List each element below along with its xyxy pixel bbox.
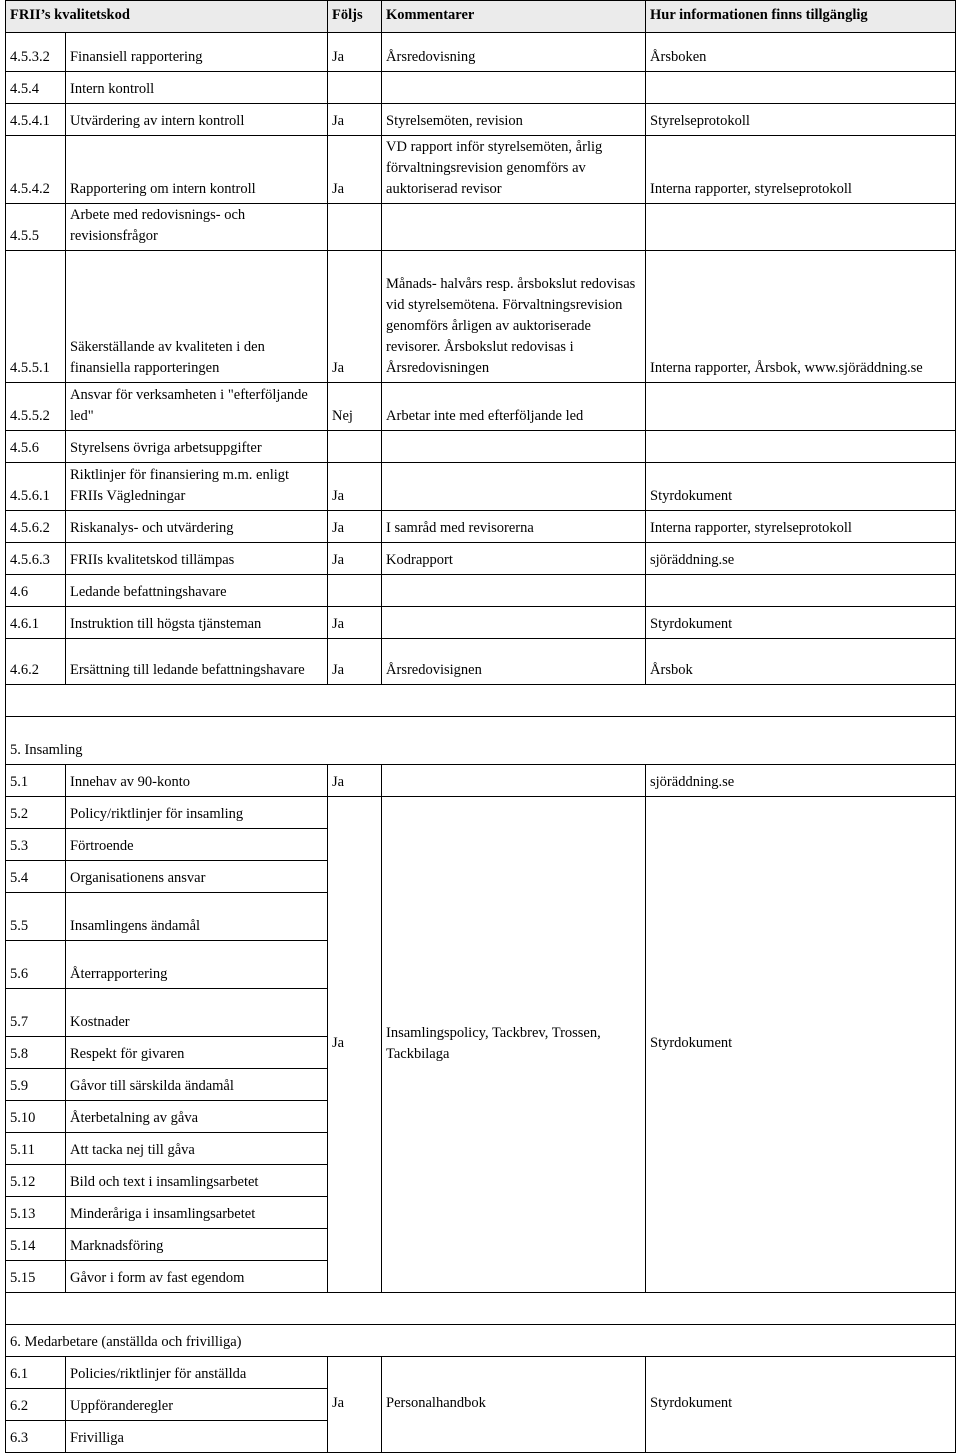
row-availability	[646, 575, 956, 607]
row-availability: sjöräddning.se	[646, 543, 956, 575]
row-number: 4.6.1	[6, 607, 66, 639]
row-number: 5.3	[6, 829, 66, 861]
section5-availability: Styrdokument	[646, 797, 956, 1293]
table-row	[6, 383, 956, 431]
row-number: 5.12	[6, 1165, 66, 1197]
table-row	[6, 797, 956, 829]
row-label: Utvärdering av intern kontroll	[66, 104, 328, 136]
row-follows: Ja	[328, 765, 382, 797]
row-comment: Arbetar inte med efterföljande led	[382, 383, 646, 431]
row-availability: Styrdokument	[646, 607, 956, 639]
row-label: Ledande befattningshavare	[66, 575, 328, 607]
row-availability	[646, 72, 956, 104]
section5-follows: Ja	[328, 797, 382, 1293]
row-comment: VD rapport inför styrelsemöten, årlig förvaltningsrevision genomförs av auktoriserad revisor	[382, 136, 646, 204]
row-number: 5.14	[6, 1229, 66, 1261]
row-comment: Årsredovisignen	[382, 639, 646, 685]
row-number: 5.5	[6, 893, 66, 941]
row-label: Ersättning till ledande befattningshavare	[66, 639, 328, 685]
section-5-title-row	[6, 717, 956, 765]
row-follows: Ja	[328, 607, 382, 639]
section6-availability: Styrdokument	[646, 1357, 956, 1453]
row-follows: Ja	[328, 511, 382, 543]
header-availability: Hur informationen finns tillgänglig	[646, 1, 956, 33]
table-row	[6, 204, 956, 251]
row-number: 4.5.5.1	[6, 251, 66, 383]
section6-follows: Ja	[328, 1357, 382, 1453]
row-availability: Interna rapporter, styrelseprotokoll	[646, 511, 956, 543]
row-label: Styrelsens övriga arbetsuppgifter	[66, 431, 328, 463]
row-number: 4.6.2	[6, 639, 66, 685]
row-availability	[646, 383, 956, 431]
row-comment	[382, 431, 646, 463]
row-follows: Ja	[328, 463, 382, 511]
row-label: Återbetalning av gåva	[66, 1101, 328, 1133]
row-follows: Ja	[328, 639, 382, 685]
table-row	[6, 765, 956, 797]
row-number: 4.5.6.3	[6, 543, 66, 575]
row-number: 5.2	[6, 797, 66, 829]
quality-code-table	[5, 0, 956, 1453]
row-availability	[646, 204, 956, 251]
table-row	[6, 511, 956, 543]
row-availability: Interna rapporter, styrelseprotokoll	[646, 136, 956, 204]
row-number: 6.3	[6, 1421, 66, 1453]
row-label: Organisationens ansvar	[66, 861, 328, 893]
row-comment: Årsredovisning	[382, 33, 646, 72]
row-number: 4.6	[6, 575, 66, 607]
row-comment: I samråd med revisorerna	[382, 511, 646, 543]
row-follows: Ja	[328, 251, 382, 383]
table-row	[6, 251, 956, 383]
row-number: 5.11	[6, 1133, 66, 1165]
row-comment	[382, 575, 646, 607]
row-follows: Ja	[328, 104, 382, 136]
row-label: Återrapportering	[66, 941, 328, 989]
row-number: 5.15	[6, 1261, 66, 1293]
row-label: Minderåriga i insamlingsarbetet	[66, 1197, 328, 1229]
row-label: Riktlinjer för finansiering m.m. enligt FRIIs Vägledningar	[66, 463, 328, 511]
section5-comment: Insamlingspolicy, Tackbrev, Trossen, Tackbilaga	[382, 797, 646, 1293]
row-label: Innehav av 90-konto	[66, 765, 328, 797]
row-label: Bild och text i insamlingsarbetet	[66, 1165, 328, 1197]
row-number: 5.6	[6, 941, 66, 989]
row-number: 4.5.3.2	[6, 33, 66, 72]
row-number: 5.13	[6, 1197, 66, 1229]
table-row	[6, 1357, 956, 1389]
table-row	[6, 639, 956, 685]
table-row	[6, 33, 956, 72]
row-availability: Årsboken	[646, 33, 956, 72]
table-row	[6, 136, 956, 204]
row-availability: Styrdokument	[646, 463, 956, 511]
row-label: Säkerställande av kvaliteten i den finansiella rapporteringen	[66, 251, 328, 383]
row-label: Instruktion till högsta tjänsteman	[66, 607, 328, 639]
header-follows: Följs	[328, 1, 382, 33]
header-comments: Kommentarer	[382, 1, 646, 33]
row-label: Intern kontroll	[66, 72, 328, 104]
row-number: 5.1	[6, 765, 66, 797]
row-follows	[328, 204, 382, 251]
row-label: Marknadsföring	[66, 1229, 328, 1261]
row-follows	[328, 575, 382, 607]
row-label: Arbete med redovisnings- och revisionsfrågor	[66, 204, 328, 251]
row-follows: Nej	[328, 383, 382, 431]
table-row	[6, 607, 956, 639]
row-label: Att tacka nej till gåva	[66, 1133, 328, 1165]
row-label: Gåvor till särskilda ändamål	[66, 1069, 328, 1101]
header-row	[6, 1, 956, 33]
row-number: 5.10	[6, 1101, 66, 1133]
row-comment	[382, 607, 646, 639]
row-number: 4.5.5	[6, 204, 66, 251]
spacer-row	[6, 685, 956, 717]
row-comment	[382, 72, 646, 104]
table-row	[6, 431, 956, 463]
row-number: 4.5.4.1	[6, 104, 66, 136]
row-label: Policy/riktlinjer för insamling	[66, 797, 328, 829]
section-title: 5. Insamling	[6, 717, 956, 765]
spacer-row	[6, 1293, 956, 1325]
table-row	[6, 104, 956, 136]
row-label: Policies/riktlinjer för anställda	[66, 1357, 328, 1389]
row-comment: Styrelsemöten, revision	[382, 104, 646, 136]
row-follows	[328, 431, 382, 463]
section-6-title-row	[6, 1325, 956, 1357]
row-label: Uppföranderegler	[66, 1389, 328, 1421]
row-label: Respekt för givaren	[66, 1037, 328, 1069]
row-follows	[328, 72, 382, 104]
section6-comment: Personalhandbok	[382, 1357, 646, 1453]
row-comment: Kodrapport	[382, 543, 646, 575]
table-row	[6, 463, 956, 511]
row-number: 5.8	[6, 1037, 66, 1069]
row-label: Riskanalys- och utvärdering	[66, 511, 328, 543]
row-number: 4.5.6	[6, 431, 66, 463]
table-row	[6, 575, 956, 607]
section-title: 6. Medarbetare (anställda och frivilliga)	[6, 1325, 956, 1357]
row-label: Frivilliga	[66, 1421, 328, 1453]
row-number: 4.5.6.1	[6, 463, 66, 511]
row-follows: Ja	[328, 136, 382, 204]
row-comment: Månads- halvårs resp. årsbokslut redovisas vid styrelsemötena. Förvaltningsrevision genomförs årligen av auktoriserade revisorer. Årsbokslut redovisas i Årsredovisningen	[382, 251, 646, 383]
row-availability: sjöräddning.se	[646, 765, 956, 797]
table-row	[6, 543, 956, 575]
row-label: FRIIs kvalitetskod tillämpas	[66, 543, 328, 575]
row-label: Kostnader	[66, 989, 328, 1037]
row-number: 5.9	[6, 1069, 66, 1101]
row-number: 6.1	[6, 1357, 66, 1389]
row-availability: Interna rapporter, Årsbok, www.sjöräddning.se	[646, 251, 956, 383]
row-follows: Ja	[328, 543, 382, 575]
row-number: 4.5.4	[6, 72, 66, 104]
row-number: 5.4	[6, 861, 66, 893]
row-number: 4.5.4.2	[6, 136, 66, 204]
row-number: 5.7	[6, 989, 66, 1037]
header-code: FRII’s kvalitetskod	[6, 1, 328, 33]
table-row	[6, 72, 956, 104]
row-comment	[382, 463, 646, 511]
row-number: 4.5.5.2	[6, 383, 66, 431]
row-availability	[646, 431, 956, 463]
row-label: Rapportering om intern kontroll	[66, 136, 328, 204]
row-label: Gåvor i form av fast egendom	[66, 1261, 328, 1293]
row-comment	[382, 204, 646, 251]
row-label: Finansiell rapportering	[66, 33, 328, 72]
row-availability: Årsbok	[646, 639, 956, 685]
row-label: Insamlingens ändamål	[66, 893, 328, 941]
row-number: 6.2	[6, 1389, 66, 1421]
row-label: Ansvar för verksamheten i "efterföljande led"	[66, 383, 328, 431]
row-availability: Styrelseprotokoll	[646, 104, 956, 136]
row-label: Förtroende	[66, 829, 328, 861]
row-number: 4.5.6.2	[6, 511, 66, 543]
row-follows: Ja	[328, 33, 382, 72]
